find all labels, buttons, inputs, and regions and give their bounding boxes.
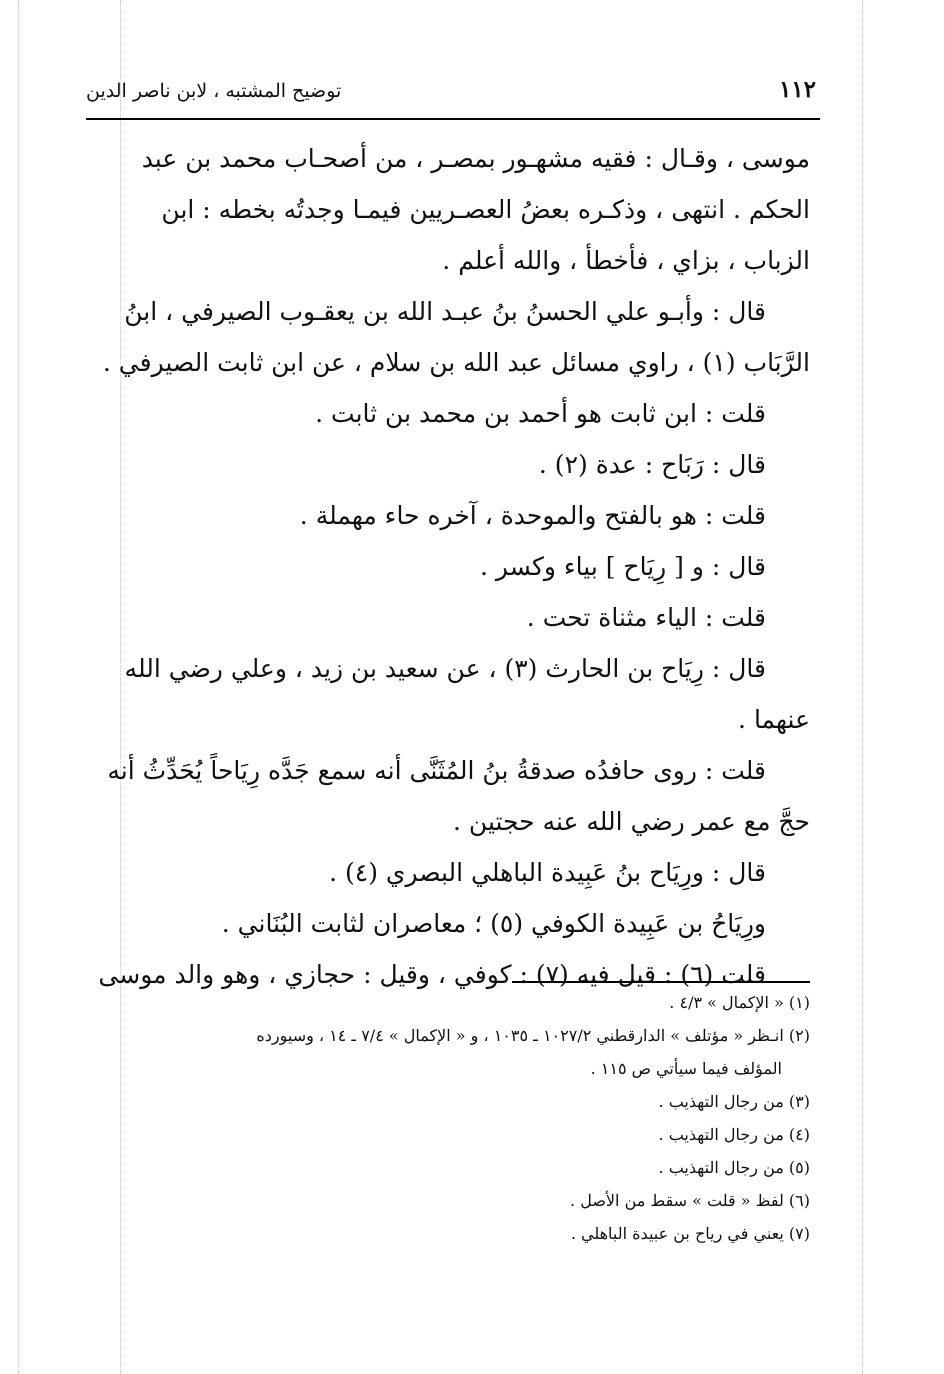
text-line: موسى ، وقـال : فقيه مشهـور بمصـر ، من أصحـاب محمد بن عبد <box>141 144 810 173</box>
text-line: قال : رَبَاح : عدة (٢) . <box>538 450 766 479</box>
footnote-separator <box>512 981 810 983</box>
text-line: قلت : هو بالفتح والموحدة ، آخره حاء مهملة . <box>299 501 766 530</box>
main-text <box>94 133 810 1000</box>
text-line: قال : رِيَاح بن الحارث (٣) ، عن سعيد بن زيد ، وعلي رضي الله <box>124 654 766 683</box>
scan-dotted-margin-line <box>18 0 19 1374</box>
text-line: الزباب ، بزاي ، فأخطأ ، والله أعلم . <box>442 246 810 275</box>
running-title: توضيح المشتبه ، لابن ناصر الدين <box>86 80 342 102</box>
text-line: عنهما . <box>738 705 810 734</box>
text-line: حجَّ مع عمر رضي الله عنه حجتين . <box>453 807 810 836</box>
footnote: (١) « الإكمال » ٤/٣ . <box>669 993 810 1012</box>
footnotes <box>94 986 810 1250</box>
scan-dotted-margin-line <box>862 0 863 1374</box>
footnote: (٤) من رجال التهذيب . <box>658 1125 810 1144</box>
footnote-continuation: المؤلف فيما سيأتي ص ١١٥ . <box>590 1059 782 1078</box>
text-line: الحكم . انتهى ، وذكـره بعضُ العصـريين فيمـا وجدتُه بخطه : ابن <box>161 195 810 224</box>
text-line: قال : وأبـو علي الحسنُ بنُ عبـد الله بن يعقـوب الصيرفي ، ابنُ <box>124 297 766 326</box>
footnote: (٥) من رجال التهذيب . <box>658 1158 810 1177</box>
text-line: قلت : روى حافدُه صدقةُ بنُ المُثَنَّى أنه سمع جَدَّه رِيَاحاً يُحَدِّثُ أنه <box>107 756 766 785</box>
footnote: (٦) لفظ « قلت » سقط من الأصل . <box>570 1191 810 1210</box>
footnote: (٣) من رجال التهذيب . <box>658 1092 810 1111</box>
page-number: ١١٢ <box>778 76 816 103</box>
text-line: ورِيَاحُ بن عَبِيدة الكوفي (٥) ؛ معاصران لثابت البُنَاني . <box>221 909 766 938</box>
footnote: (٢) انـظر « مؤتلف » الدارقطني ١٠٢٧/٢ ـ ١٠٣٥ ، و « الإكمال » ٧/٤ ـ ١٤ ، وسيورده <box>256 1026 810 1045</box>
text-line: قال : ورِيَاح بنُ عَبِيدة الباهلي البصري (٤) . <box>329 858 766 887</box>
text-line: قلت : ابن ثابت هو أحمد بن محمد بن ثابت . <box>315 399 766 428</box>
text-line: الرَّبَاب (١) ، راوي مسائل عبد الله بن سلام ، عن ابن ثابت الصيرفي . <box>102 348 810 377</box>
text-line: قلت (٦) : قيل فيه (٧) : كوفي ، وقيل : حجازي ، وهو والد موسى <box>98 960 766 989</box>
page-header <box>86 72 820 120</box>
footnote: (٧) يعني في رياح بن عبيدة الباهلي . <box>570 1224 810 1243</box>
text-line: قال : و [ رِيَاح ] بياء وكسر . <box>480 552 766 581</box>
text-line: قلت : الياء مثناة تحت . <box>526 603 766 632</box>
